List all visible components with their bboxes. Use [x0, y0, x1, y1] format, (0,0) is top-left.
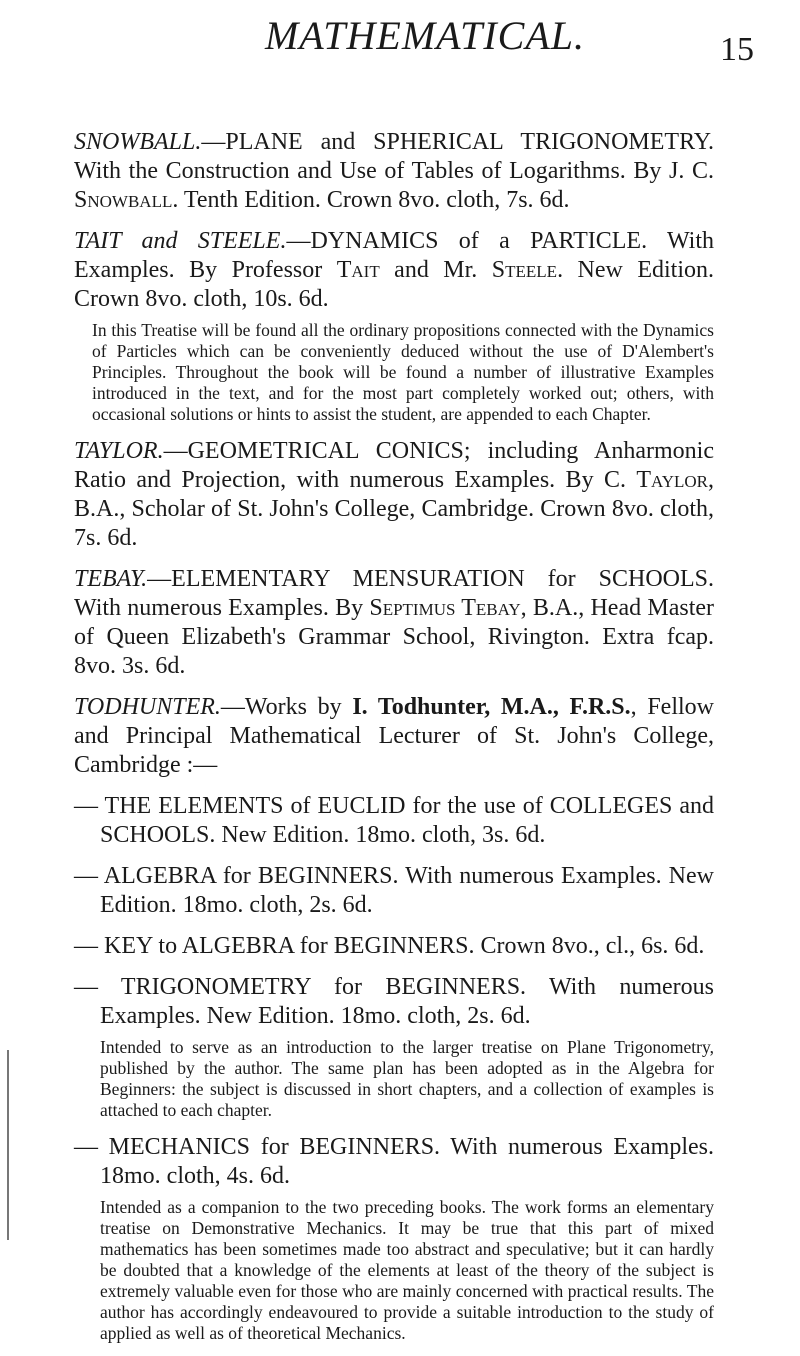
- entry-author-name: Tait: [336, 257, 380, 283]
- work-title: — ALGEBRA for BEGINNERS. With numerous Examples. New Edition. 18mo. cloth, 2s. 6d.: [74, 863, 714, 918]
- entry-details: , B.A., Head Master of Queen Elizabeth's Grammar School, Rivington. Extra fcap. 8vo. 3s. 6d.: [74, 595, 715, 679]
- entry-text: [74, 437, 714, 553]
- page-number: 15: [720, 31, 754, 68]
- catalogue-body: [74, 128, 714, 1356]
- work-title: — THE ELEMENTS of EUCLID for the use of COLLEGES and SCHOOLS. New Edition. 18mo. cloth, 3s. 6d.: [74, 793, 714, 848]
- entry-title: —Works by: [220, 694, 353, 720]
- entry-text: [74, 128, 714, 215]
- entry-details: , Fellow and Principal Mathematical Lecturer of St. John's College, Cambridge :—: [74, 694, 714, 778]
- entry-text: [74, 565, 714, 681]
- entry-author: TAYLOR.: [74, 438, 164, 464]
- todhunter-work-4: [74, 1133, 714, 1344]
- entry-author: TODHUNTER.: [74, 694, 221, 720]
- entry-details: . Tenth Edition. Crown 8vo. cloth, 7s. 6d.: [172, 187, 570, 213]
- entry-author-name: Snowball: [74, 187, 173, 213]
- running-head: MATHEMATICAL.: [264, 13, 586, 58]
- entry-text: [74, 693, 714, 780]
- entry-note: In this Treatise will be found all the ordinary propositions connected with the Dynamics of Particles which can be conveniently deduced without the use of D'Alembert's Principles. Throughout the book will be found a number of illustrative Examples introduced in the text, and for the most part completely worked out; others, with occasional solutions or hints to assist the student, are appended to each Chapter.: [92, 320, 714, 424]
- todhunter-work-2: [74, 932, 714, 961]
- todhunter-work-0: [74, 792, 714, 850]
- entry-author: SNOWBALL.: [74, 129, 202, 155]
- work-title: — KEY to ALGEBRA for BEGINNERS. Crown 8vo., cl., 6s. 6d.: [74, 933, 705, 959]
- work-note: Intended to serve as an introduction to the larger treatise on Plane Trigonometry, published by the author. The same plan has been adopted as in the Algebra for Beginners: the subject is discussed in short chapters, and a collection of examples is attached to each chapter.: [100, 1037, 714, 1120]
- entry-details: , B.A., Scholar of St. John's College, Cambridge. Crown 8vo. cloth, 7s. 6d.: [74, 467, 714, 551]
- entry-text: [74, 227, 714, 314]
- work-title: — TRIGONOMETRY for BEGINNERS. With numerous Examples. New Edition. 18mo. cloth, 2s. 6d.: [74, 974, 714, 1029]
- entry-tebay: [74, 565, 714, 681]
- entry-author-name: Steele: [491, 257, 558, 283]
- todhunter-work-3: [74, 973, 714, 1121]
- entry-author-name: Taylor: [636, 467, 708, 493]
- entry-connector: and Mr.: [379, 257, 492, 283]
- entry-title: —PLANE and SPHERICAL TRIGONOMETRY. With the Construction and Use of Tables of Logarithms. By J. C.: [74, 129, 714, 184]
- entry-author: TEBAY.: [74, 566, 148, 592]
- entry-title: —ELEMENTARY MENSURATION for SCHOOLS. With numerous Examples. By: [74, 566, 714, 621]
- page-edge-shadow: [7, 1050, 9, 1240]
- entry-taylor: [74, 437, 714, 553]
- entry-author: TAIT and STEELE.: [74, 228, 287, 254]
- entry-snowball: [74, 128, 714, 215]
- entry-details: . New Edition. Crown 8vo. cloth, 10s. 6d.: [74, 257, 714, 312]
- entry-todhunter: [74, 693, 714, 780]
- todhunter-work-1: [74, 862, 714, 920]
- entry-author-name: I. Todhunter, M.A., F.R.S.: [352, 694, 631, 720]
- entry-title: —DYNAMICS of a PARTICLE. With Examples. By Professor: [74, 228, 715, 283]
- entry-author-name: Septimus Tebay: [369, 595, 521, 621]
- work-title: — MECHANICS for BEGINNERS. With numerous Examples. 18mo. cloth, 4s. 6d.: [74, 1134, 714, 1189]
- work-note: Intended as a companion to the two preceding books. The work forms an elementary treatise on Demonstrative Mechanics. It may be true that this part of mixed mathematics has been sometimes made too abstract and speculative; but it can hardly be doubted that a knowledge of the elements at least of the theory of the subject is extremely valuable even for those who are mainly concerned with practical results. The author has accordingly endeavoured to provide a suitable introduction to the study of applied as well as of theoretical Mechanics.: [100, 1197, 714, 1343]
- page-header: [0, 0, 800, 80]
- entry-title: —GEOMETRICAL CONICS; including Anharmonic Ratio and Projection, with numerous Examples. By C.: [74, 438, 714, 493]
- entry-tait: [74, 227, 714, 425]
